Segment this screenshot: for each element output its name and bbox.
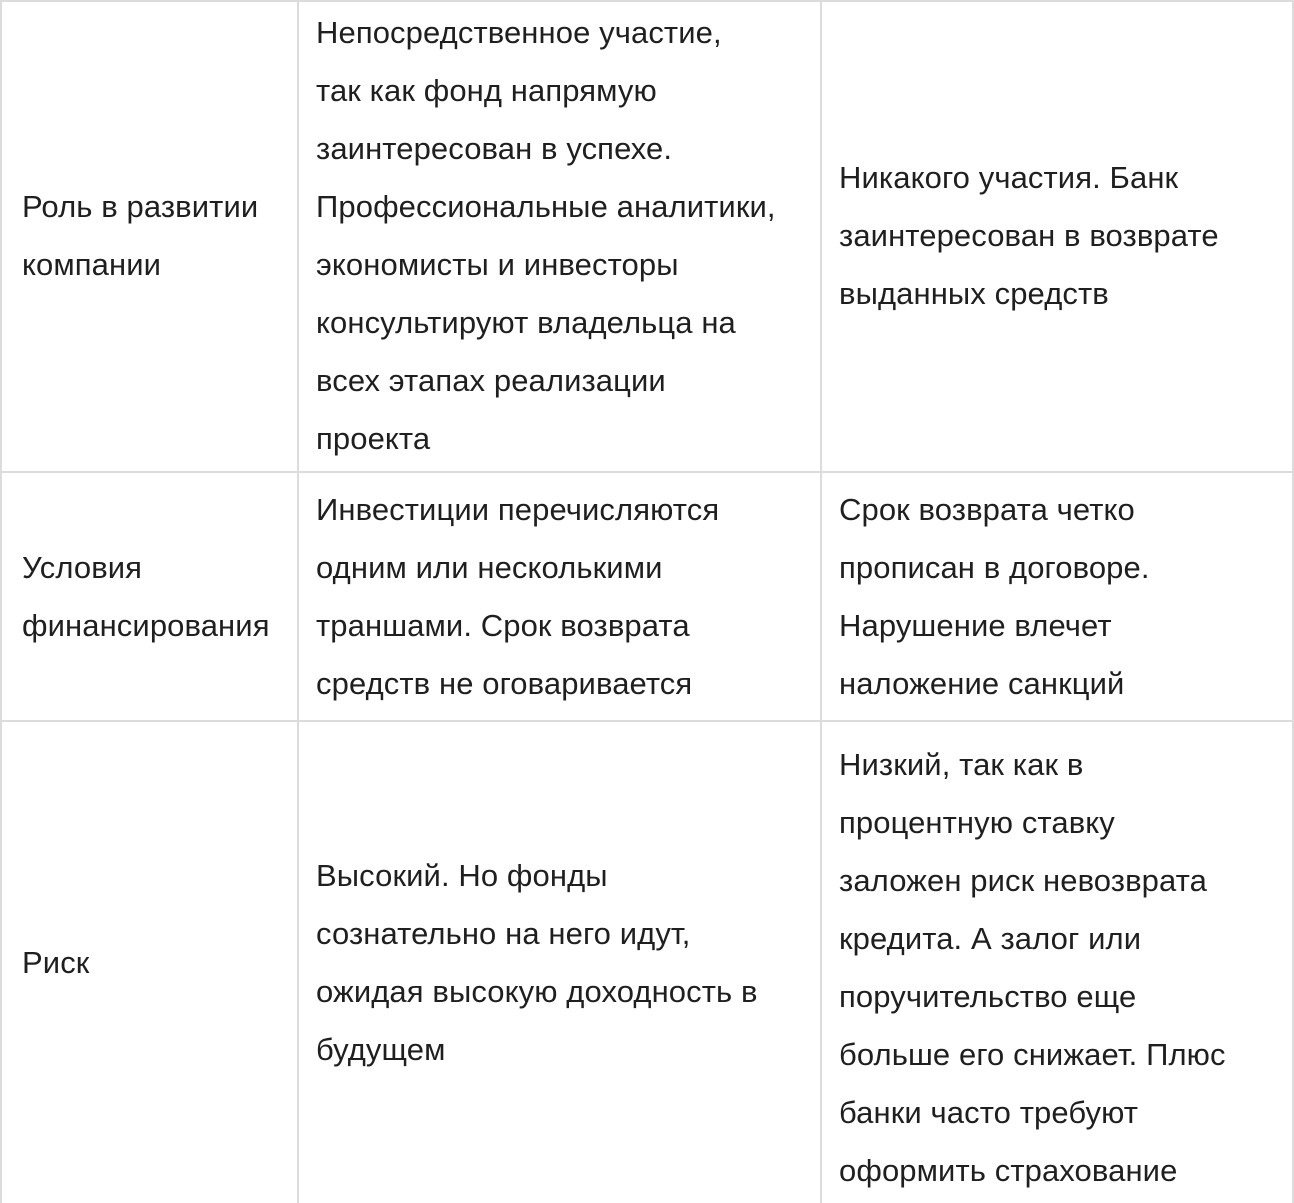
row-label-cell <box>22 473 292 721</box>
fund-text: Инвестиции перечисляются одним или несколькими траншами. Срок возврата средств не оговаривается <box>316 492 720 701</box>
row-label: Роль в развитии компании <box>22 189 259 282</box>
row-label-cell <box>22 0 292 472</box>
fund-cell <box>316 0 812 472</box>
fund-cell <box>316 473 812 721</box>
bank-cell <box>839 722 1279 1203</box>
fund-text: Непосредственное участие, так как фонд напрямую заинтересован в успехе. Профессиональные аналитики, экономисты и инвесторы консультируют владельца на всех этапах реализации проекта <box>316 15 776 456</box>
bank-cell <box>839 0 1279 472</box>
fund-cell <box>316 722 812 1203</box>
table-row-conditions <box>0 473 1294 721</box>
table-row-role <box>0 0 1294 472</box>
table-row-risk <box>0 722 1294 1203</box>
fund-text: Высокий. Но фонды сознательно на него идут, ожидая высокую доходность в будущем <box>316 857 758 1067</box>
row-label: Риск <box>22 944 90 980</box>
bank-cell <box>839 473 1279 721</box>
row-label-cell <box>22 722 292 1203</box>
bank-text: Срок возврата четко прописан в договоре. Нарушение влечет наложение санкций <box>839 492 1150 701</box>
row-label: Условия финансирования <box>22 550 270 643</box>
bank-text: Никакого участия. Банк заинтересован в возврате выданных средств <box>839 160 1219 311</box>
bank-text: Низкий, так как в процентную ставку заложен риск невозврата кредита. А залог или поручительство еще больше его снижает. Плюс банки часто требуют оформить страхование <box>839 747 1226 1188</box>
